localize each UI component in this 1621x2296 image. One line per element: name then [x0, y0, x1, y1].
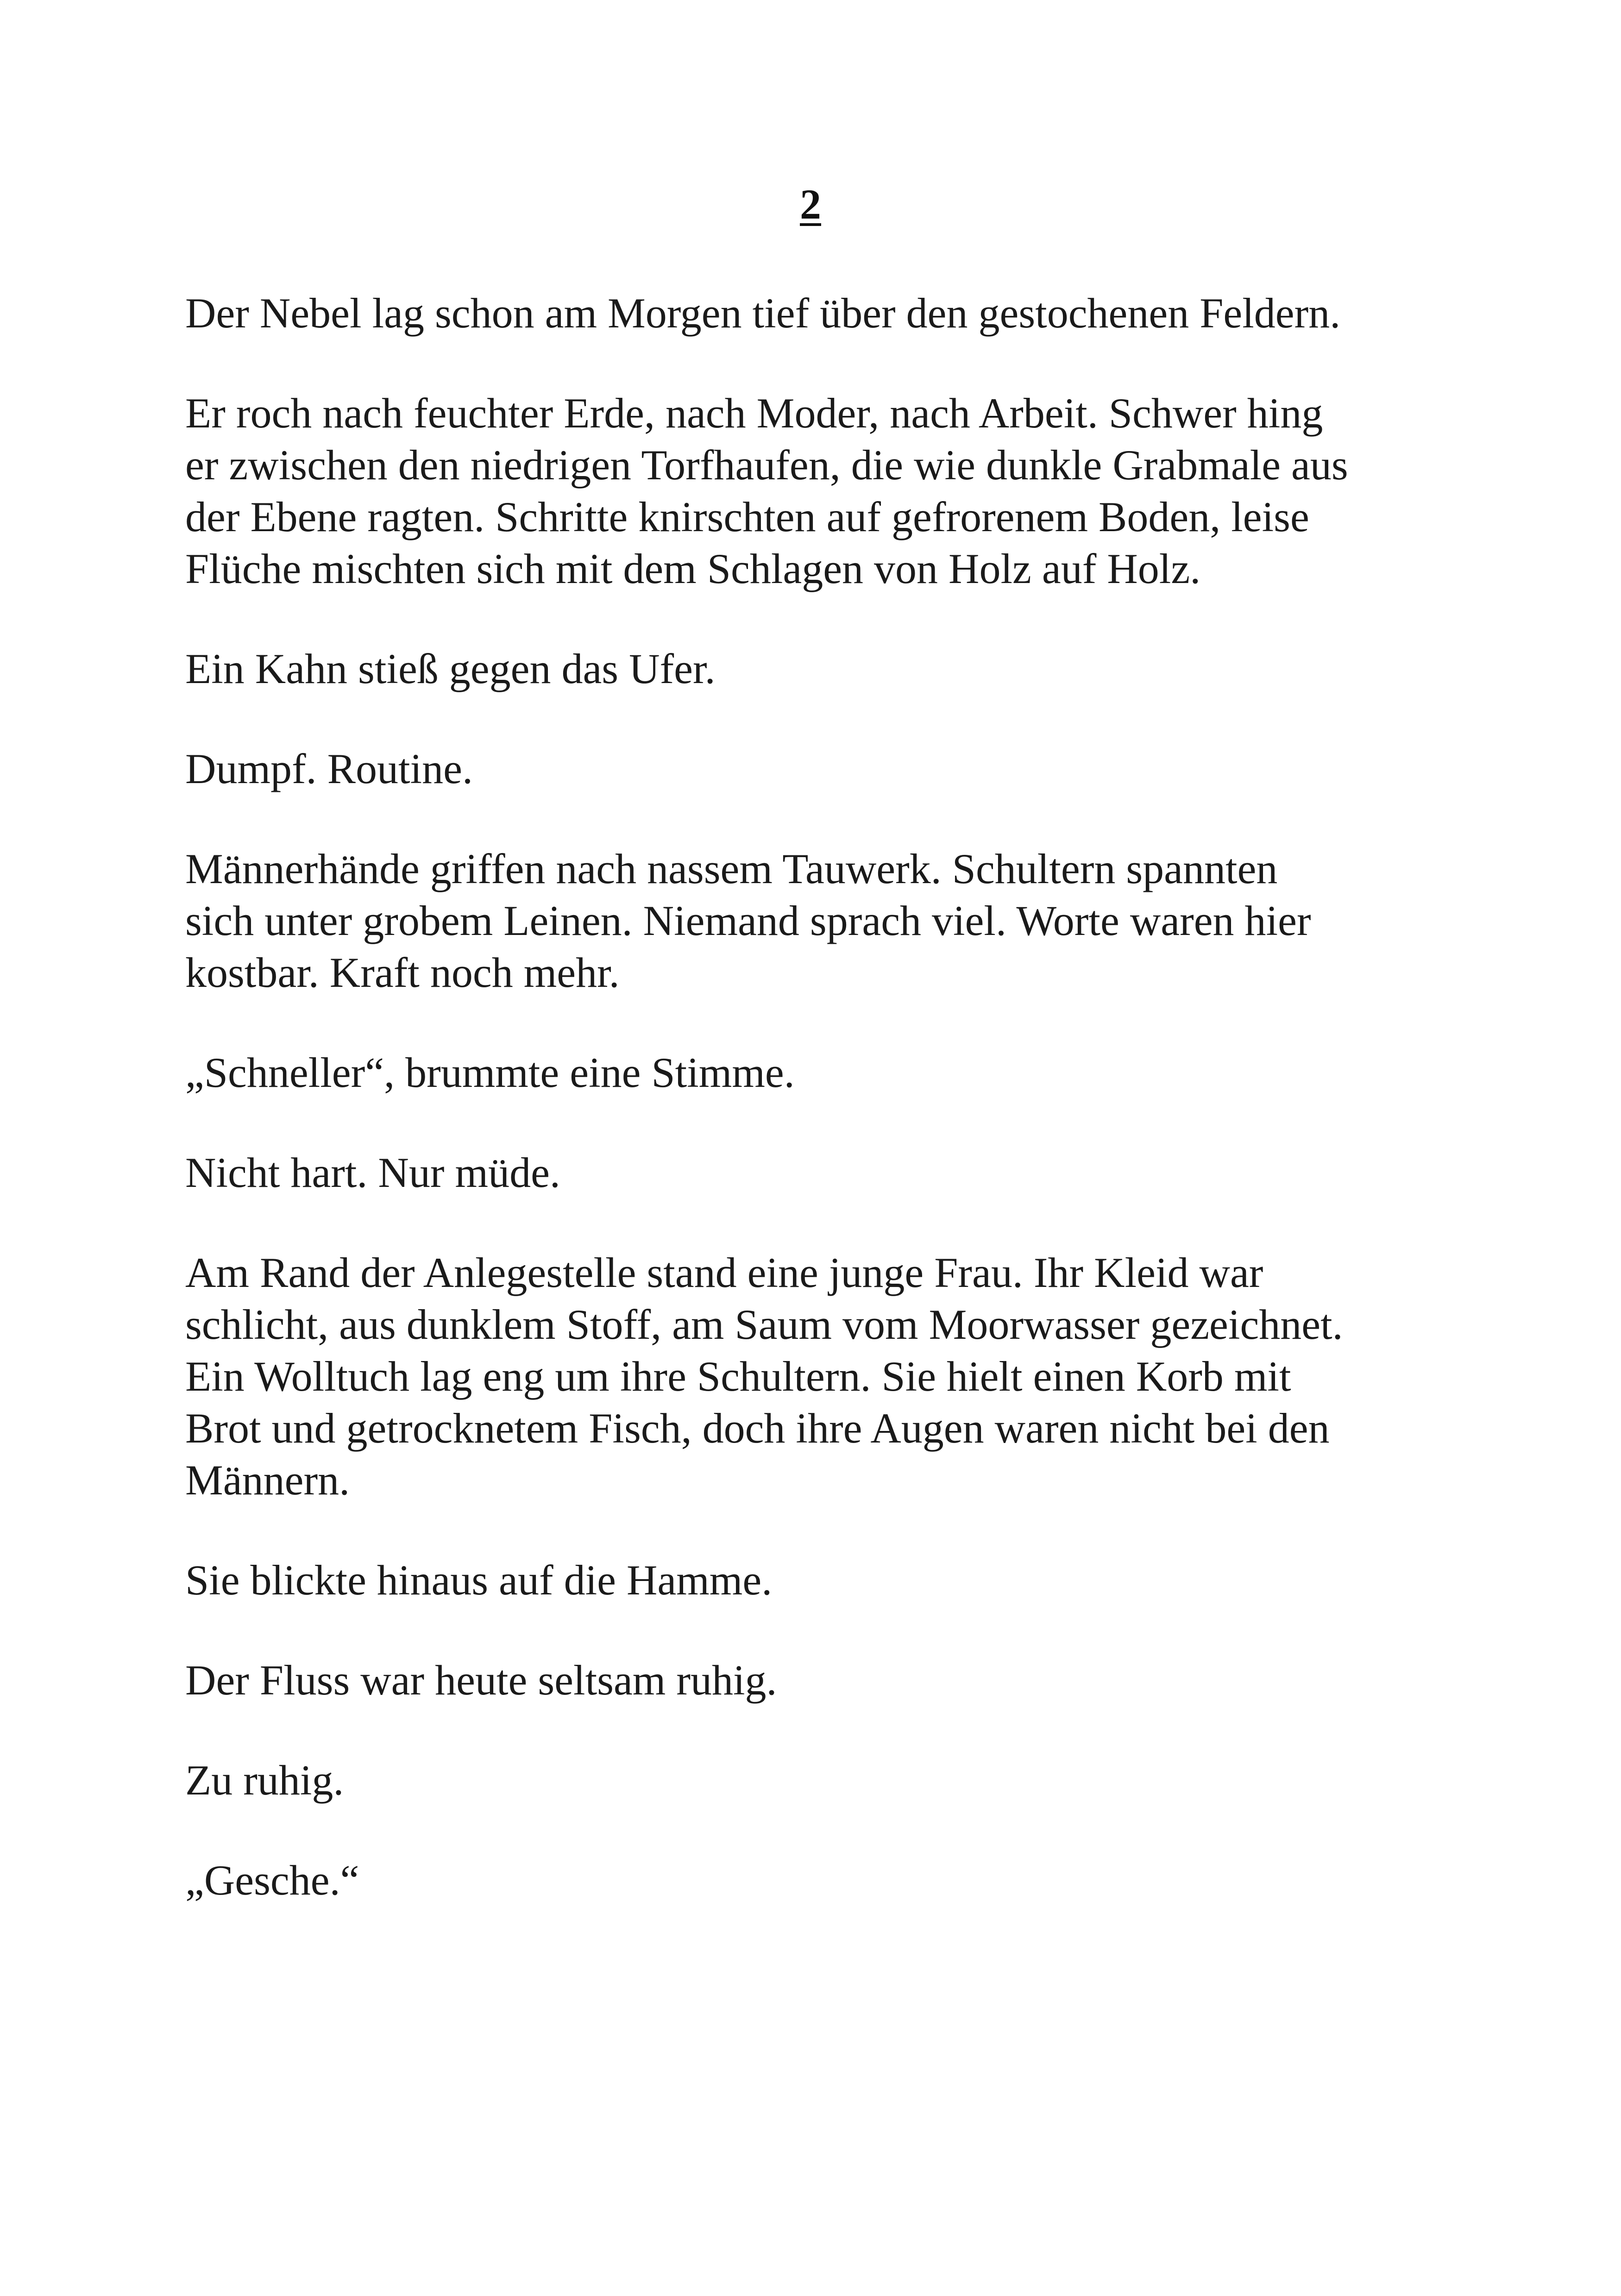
- text-line: Ein Wolltuch lag eng um ihre Schultern. Sie hielt einen Korb mit: [185, 1353, 1291, 1400]
- text-line: „Gesche.“: [185, 1857, 359, 1904]
- chapter-number: 2: [800, 181, 821, 228]
- paragraph: [185, 387, 1482, 595]
- text-line: Zu ruhig.: [185, 1757, 344, 1804]
- text-line: sich unter grobem Leinen. Niemand sprach viel. Worte waren hier: [185, 897, 1311, 944]
- paragraph: [185, 1247, 1482, 1506]
- paragraph: [185, 1754, 1482, 1806]
- text-line: Nicht hart. Nur müde.: [185, 1149, 560, 1196]
- paragraph: [185, 843, 1482, 998]
- chapter-body: [185, 287, 1482, 1954]
- text-line: Der Nebel lag schon am Morgen tief über den gestochenen Feldern.: [185, 289, 1341, 337]
- paragraph: [185, 1147, 1482, 1198]
- paragraph: [185, 643, 1482, 695]
- paragraph: [185, 1554, 1482, 1606]
- text-line: Brot und getrocknetem Fisch, doch ihre Augen waren nicht bei den: [185, 1405, 1330, 1452]
- paragraph: [185, 1047, 1482, 1098]
- text-line: er zwischen den niedrigen Torfhaufen, die wie dunkle Grabmale aus: [185, 441, 1348, 489]
- text-line: schlicht, aus dunklem Stoff, am Saum vom Moorwasser gezeichnet.: [185, 1301, 1343, 1348]
- text-line: Der Fluss war heute seltsam ruhig.: [185, 1656, 777, 1704]
- paragraph: [185, 1654, 1482, 1706]
- text-line: Am Rand der Anlegestelle stand eine junge Frau. Ihr Kleid war: [185, 1249, 1263, 1296]
- paragraph: [185, 743, 1482, 795]
- text-line: Flüche mischten sich mit dem Schlagen von Holz auf Holz.: [185, 545, 1201, 592]
- text-line: Dumpf. Routine.: [185, 745, 473, 792]
- text-line: Sie blickte hinaus auf die Hamme.: [185, 1556, 773, 1604]
- text-line: „Schneller“, brummte eine Stimme.: [185, 1049, 795, 1096]
- text-line: Ein Kahn stieß gegen das Ufer.: [185, 645, 716, 692]
- text-line: Er roch nach feuchter Erde, nach Moder, nach Arbeit. Schwer hing: [185, 389, 1323, 437]
- paragraph: [185, 287, 1482, 339]
- paragraph: [185, 1854, 1482, 1906]
- text-line: Männern.: [185, 1456, 350, 1504]
- text-line: Männerhände griffen nach nassem Tauwerk. Schultern spannten: [185, 845, 1278, 892]
- text-line: kostbar. Kraft noch mehr.: [185, 949, 620, 996]
- text-line: der Ebene ragten. Schritte knirschten auf gefrorenem Boden, leise: [185, 493, 1309, 540]
